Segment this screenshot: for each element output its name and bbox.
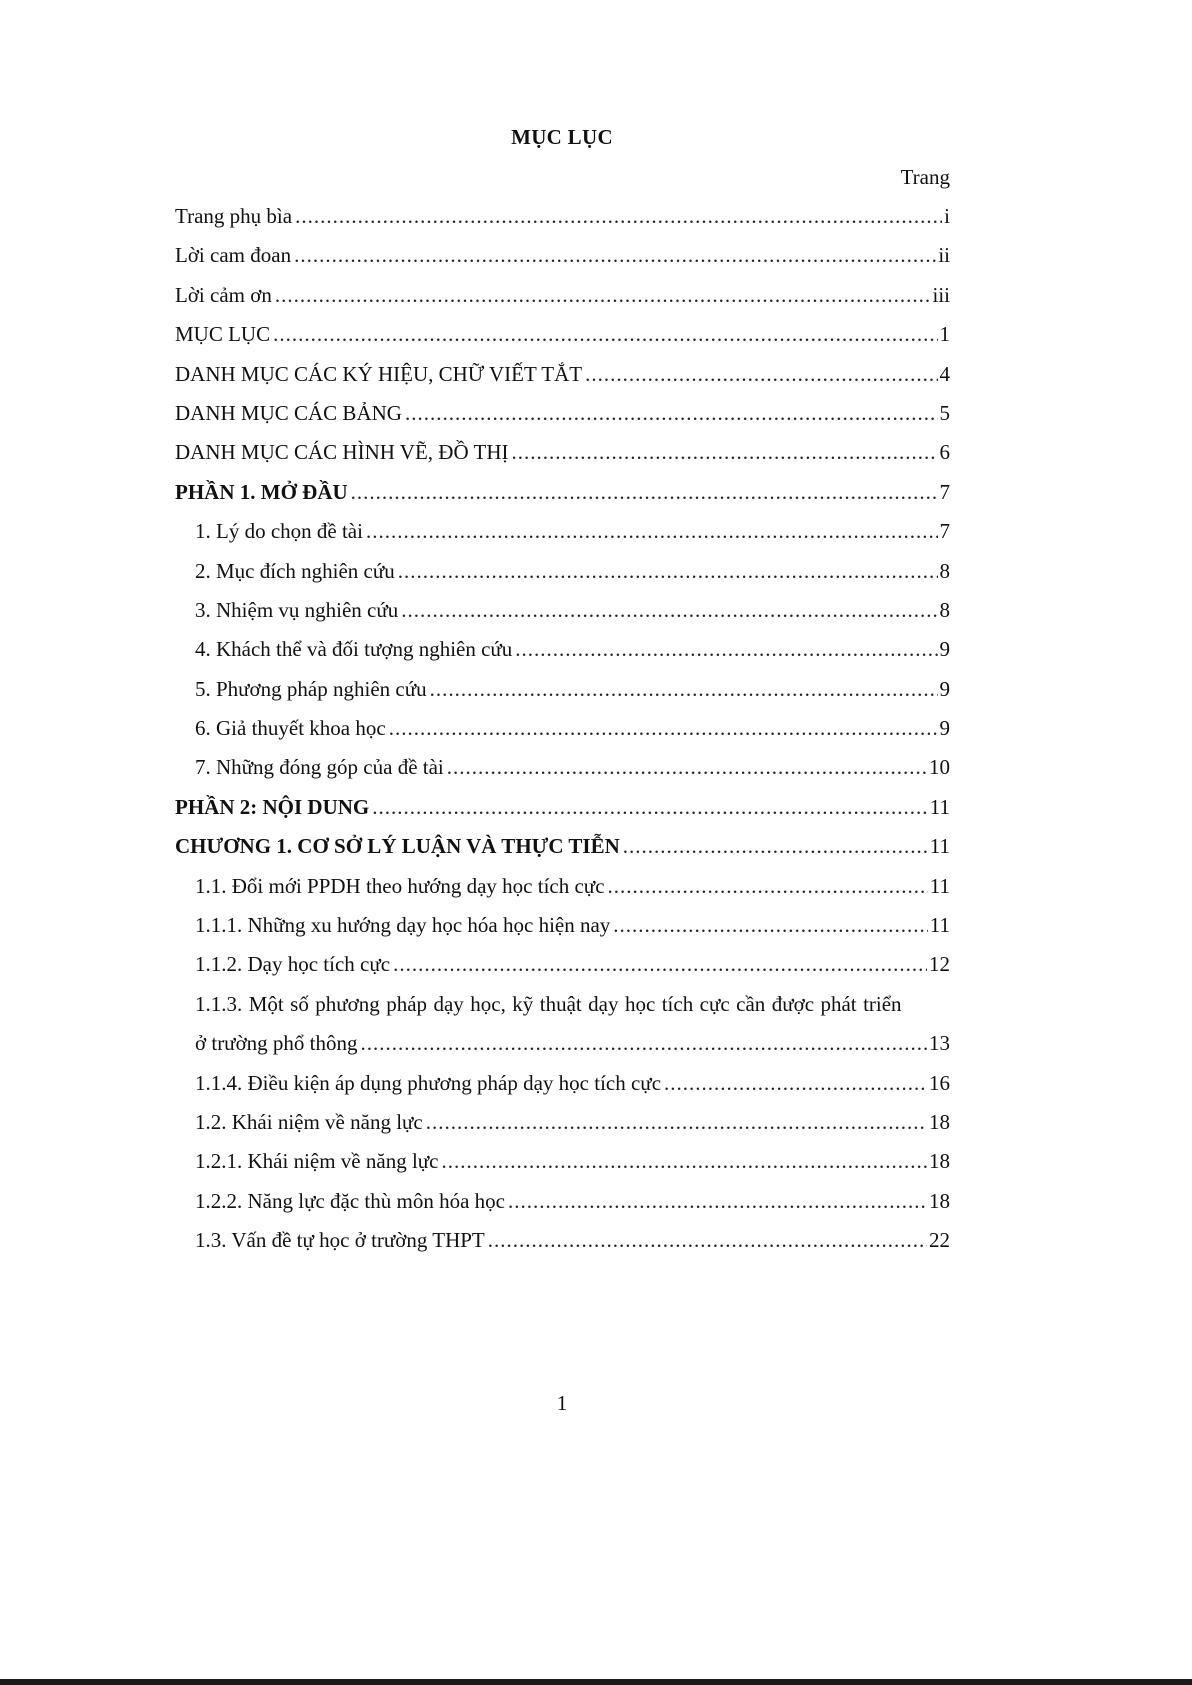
- leader-dots: [398, 558, 938, 584]
- leader-dots: [511, 439, 937, 465]
- page-column-label: Trang: [900, 165, 950, 189]
- toc-entry-text: 1.1.3. Một số phương pháp dạy học, kỹ thuật dạy học tích cực cần được phát triển: [195, 991, 902, 1016]
- toc-entry-page: 4: [939, 361, 950, 386]
- toc-entry-text: 1.1.1. Những xu hướng dạy học hóa học hiện nay: [195, 913, 611, 938]
- toc-entry: [175, 400, 950, 439]
- toc-entry-text: 1.2.2. Năng lực đặc thù môn hóa học: [195, 1188, 505, 1213]
- leader-dots: [664, 1070, 927, 1096]
- toc-entry-text: 3. Nhiệm vụ nghiên cứu: [195, 597, 399, 622]
- toc-entry: [175, 636, 950, 675]
- leader-dots: [623, 833, 928, 859]
- toc-entry-page: 8: [939, 597, 950, 622]
- toc-list: [175, 203, 950, 1267]
- toc-entry-part: [175, 479, 950, 518]
- toc-entry-page: 12: [929, 952, 950, 977]
- toc-entry-text: 4. Khách thể và đối tượng nghiên cứu: [195, 637, 513, 662]
- toc-entry-page: 11: [929, 873, 950, 898]
- toc-entry: [175, 242, 950, 281]
- toc-entry-text: PHẦN 1. MỞ ĐẦU: [175, 479, 348, 504]
- leader-dots: [295, 203, 942, 229]
- toc-entry-chapter: [175, 833, 950, 872]
- toc-entry-page: 8: [939, 558, 950, 583]
- toc-entry: [175, 951, 950, 990]
- toc-entry-page: 22: [929, 1228, 950, 1253]
- toc-entry-page: 7: [939, 519, 950, 544]
- leader-dots: [426, 1109, 927, 1135]
- toc-entry-page: 9: [939, 637, 950, 662]
- toc-entry-text: 6. Giả thuyết khoa học: [195, 716, 386, 741]
- toc-entry-text: DANH MỤC CÁC HÌNH VẼ, ĐỒ THỊ: [175, 440, 509, 465]
- leader-dots: [366, 518, 938, 544]
- leader-dots: [430, 676, 938, 702]
- leader-dots: [405, 400, 938, 426]
- toc-entry-text: 5. Phương pháp nghiên cứu: [195, 676, 427, 701]
- toc-entry-continuation: [175, 1030, 950, 1069]
- toc-entry-page: 18: [929, 1109, 950, 1134]
- toc-entry-page: 18: [929, 1188, 950, 1213]
- toc-title: MỤC LỤC: [511, 125, 613, 149]
- toc-entry-page: iii: [932, 282, 950, 307]
- leader-dots: [389, 715, 938, 741]
- toc-entry: [175, 282, 950, 321]
- toc-entry-part: [175, 794, 950, 833]
- leader-dots: [372, 794, 928, 820]
- toc-entry: [175, 1227, 950, 1266]
- toc-entry: [175, 1070, 950, 1109]
- leader-dots: [508, 1188, 927, 1214]
- toc-entry-page: 5: [939, 400, 950, 425]
- toc-entry-page: i: [944, 204, 950, 228]
- toc-entry-page: ii: [938, 243, 950, 268]
- toc-entry-text: ở trường phổ thông: [195, 1031, 358, 1056]
- leader-dots: [613, 912, 927, 938]
- toc-entry-text: CHƯƠNG 1. CƠ SỞ LÝ LUẬN VÀ THỰC TIỄN: [175, 834, 620, 859]
- leader-dots: [442, 1148, 928, 1174]
- leader-dots: [401, 597, 937, 623]
- toc-entry-text: 7. Những đóng góp của đề tài: [195, 755, 444, 780]
- toc-entry: [175, 558, 950, 597]
- toc-entry-text: Trang phụ bìa: [175, 204, 293, 228]
- toc-entry-text: 1.3. Vấn đề tự học ở trường THPT: [195, 1228, 485, 1253]
- toc-entry-text: MỤC LỤC: [175, 322, 271, 347]
- bottom-edge-bar: [0, 1679, 1192, 1685]
- toc-entry: [175, 912, 950, 951]
- leader-dots: [515, 636, 937, 662]
- toc-entry-text: DANH MỤC CÁC BẢNG: [175, 400, 402, 425]
- toc-entry: [175, 321, 950, 360]
- toc-entry: [175, 754, 950, 793]
- toc-entry-page: 11: [929, 794, 950, 819]
- leader-dots: [361, 1030, 927, 1056]
- toc-entry-page: 18: [929, 1149, 950, 1174]
- leader-dots: [585, 361, 937, 387]
- leader-dots: [608, 873, 928, 899]
- toc-entry-page: 1: [939, 322, 950, 347]
- toc-entry: [175, 1188, 950, 1227]
- leader-dots: [275, 282, 931, 308]
- page-number: 1: [556, 1391, 568, 1415]
- toc-entry-text: 1.1. Đổi mới PPDH theo hướng dạy học tích cực: [195, 873, 605, 898]
- leader-dots: [488, 1227, 927, 1253]
- toc-entry-text: Lời cảm ơn: [175, 282, 272, 307]
- toc-entry-page: 9: [939, 716, 950, 741]
- toc-entry-text: 1.1.2. Dạy học tích cực: [195, 952, 391, 977]
- toc-entry-page: 11: [929, 913, 950, 938]
- toc-entry-page: 13: [929, 1031, 950, 1056]
- leader-dots: [294, 242, 936, 268]
- toc-entry-page: 10: [929, 755, 950, 780]
- toc-entry: [175, 518, 950, 557]
- toc-entry: [175, 873, 950, 912]
- toc-entry: [175, 676, 950, 715]
- toc-entry-text: 1.2.1. Khái niệm về năng lực: [195, 1149, 439, 1174]
- toc-entry: [175, 439, 950, 478]
- toc-entry: [175, 597, 950, 636]
- toc-entry: [175, 361, 950, 400]
- toc-entry-page: 6: [939, 440, 950, 465]
- leader-dots: [447, 754, 927, 780]
- toc-entry-page: 11: [929, 834, 950, 859]
- leader-dots: [273, 321, 937, 347]
- toc-entry-text: 2. Mục đích nghiên cứu: [195, 558, 395, 583]
- toc-entry-page: 7: [939, 479, 950, 504]
- toc-entry: [175, 991, 950, 1030]
- toc-entry-page: 9: [939, 676, 950, 701]
- toc-entry-text: 1.1.4. Điều kiện áp dụng phương pháp dạy học tích cực: [195, 1070, 662, 1095]
- toc-entry-page: 16: [929, 1070, 950, 1095]
- toc-entry-text: 1.2. Khái niệm về năng lực: [195, 1109, 423, 1134]
- leader-dots: [351, 479, 938, 505]
- toc-entry: [175, 203, 950, 242]
- toc-entry-text: PHẦN 2: NỘI DUNG: [175, 794, 370, 819]
- leader-dots: [393, 951, 927, 977]
- toc-entry-text: Lời cam đoan: [175, 243, 292, 268]
- toc-entry: [175, 715, 950, 754]
- toc-entry-text: DANH MỤC CÁC KÝ HIỆU, CHỮ VIẾT TẮT: [175, 361, 583, 386]
- toc-entry: [175, 1148, 950, 1187]
- toc-entry: [175, 1109, 950, 1148]
- toc-entry-text: 1. Lý do chọn đề tài: [195, 519, 363, 544]
